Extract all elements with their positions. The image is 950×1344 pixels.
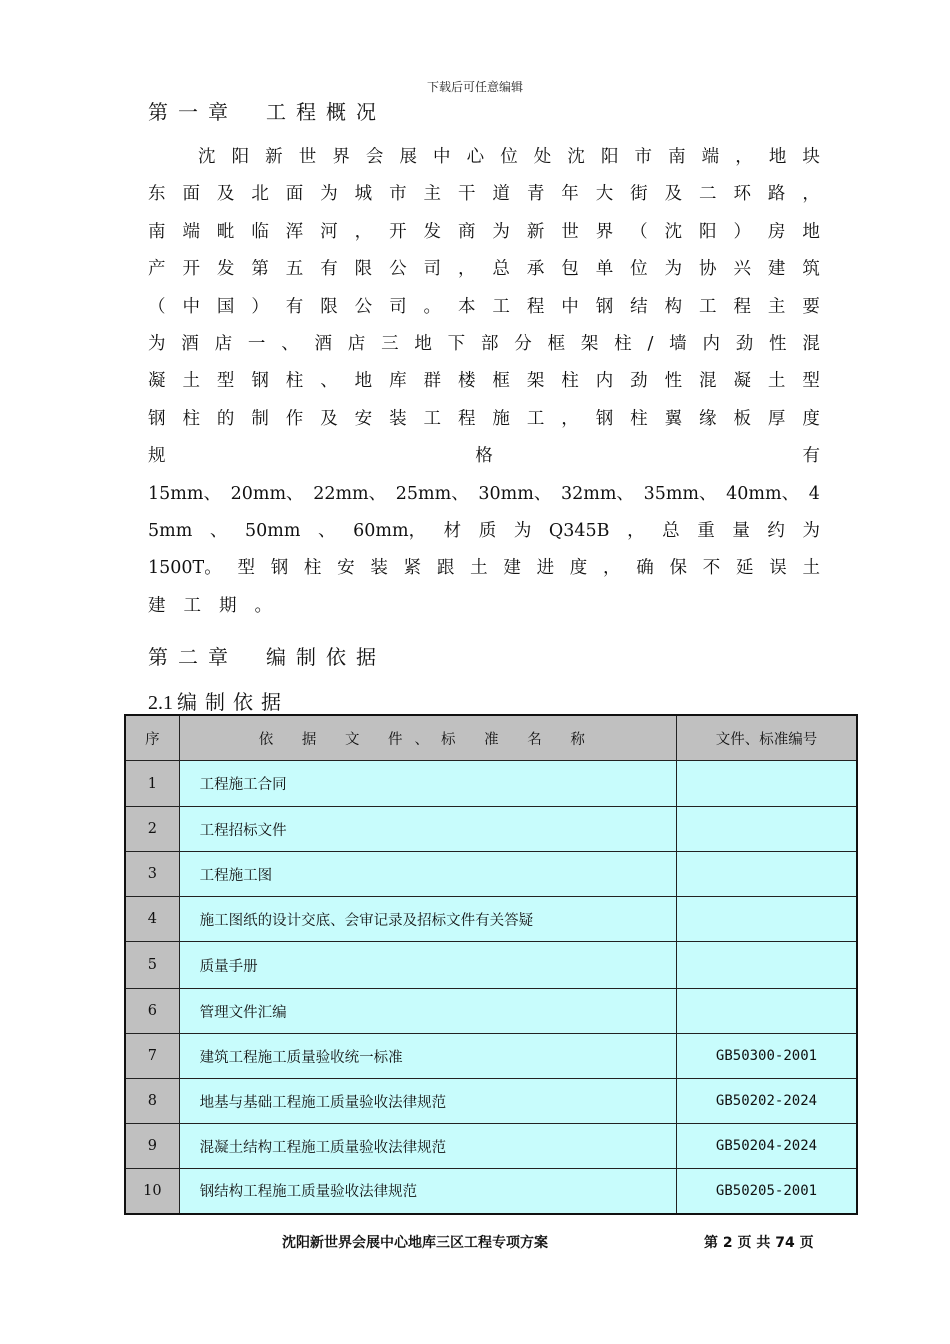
paragraph-token: 阳	[699, 221, 717, 242]
paragraph-token: 房	[767, 221, 786, 242]
paragraph-token: 公	[389, 259, 407, 280]
paragraph-line	[148, 513, 820, 550]
paragraph-token: 包	[561, 259, 579, 280]
table-row	[125, 1124, 857, 1169]
paragraph-token: 20mm、	[230, 483, 304, 504]
row-code	[676, 852, 857, 897]
paragraph-token: 凝	[733, 371, 751, 392]
row-code: GB50205-2001	[676, 1169, 857, 1214]
paragraph-line	[148, 588, 820, 625]
paragraph-token: 大	[595, 184, 614, 205]
paragraph-token: 、	[318, 520, 336, 541]
paragraph-token: 型	[216, 371, 235, 392]
paragraph-line	[148, 251, 820, 288]
paragraph-token: 质	[478, 520, 497, 541]
paragraph-token: 格	[475, 446, 493, 467]
paragraph-token: 土	[767, 371, 786, 392]
paragraph-token: 地	[414, 333, 432, 354]
intro-paragraph	[148, 139, 820, 625]
paragraph-token: 南	[148, 221, 166, 242]
paragraph-token: 柱	[285, 371, 304, 392]
paragraph-token: 新	[526, 221, 545, 242]
paragraph-token: 酒	[314, 333, 332, 354]
paragraph-token: 柱	[561, 371, 579, 392]
paragraph-token: 柱	[303, 558, 322, 579]
paragraph-token: 板	[733, 408, 751, 429]
paragraph-token: 二	[699, 184, 717, 205]
paragraph-token: 50mm	[244, 520, 301, 541]
paragraph-token: 会	[365, 147, 384, 167]
paragraph-line	[148, 214, 820, 251]
paragraph-token: 店	[347, 333, 366, 354]
paragraph-token: 酒	[181, 333, 199, 354]
paragraph-token: 1500T。	[148, 558, 222, 579]
header-note: 下载后可任意编辑	[426, 80, 523, 94]
paragraph-token: 面	[285, 184, 304, 205]
paragraph-token: 位	[630, 259, 648, 280]
paragraph-token: 翼	[664, 408, 683, 429]
paragraph-token: 路	[767, 184, 786, 205]
paragraph-token: 进	[536, 558, 555, 579]
paragraph-token: 库	[389, 371, 407, 392]
paragraph-token: 作	[285, 408, 304, 429]
paragraph-token: 装	[389, 408, 407, 429]
paragraph-token: 东	[148, 184, 166, 205]
table-row	[125, 1034, 857, 1079]
row-name: 质量手册	[179, 942, 676, 989]
paragraph-token: 32mm、	[560, 483, 634, 504]
paragraph-token: 街	[630, 184, 648, 205]
row-code	[676, 942, 857, 989]
paragraph-token: 工	[423, 408, 441, 429]
row-name: 工程招标文件	[179, 807, 676, 852]
chapter-1-heading	[148, 96, 386, 125]
paragraph-token: 15mm、	[148, 483, 221, 504]
paragraph-token: 。	[423, 296, 441, 317]
paragraph-token: 限	[354, 259, 373, 280]
table-row	[125, 807, 857, 852]
paragraph-token: 缘	[699, 408, 717, 429]
paragraph-token: 构	[664, 296, 683, 317]
paragraph-token: 阳	[600, 147, 619, 167]
paragraph-token: 4	[808, 483, 820, 504]
paragraph-token: 柱	[614, 333, 632, 354]
table-row	[125, 942, 857, 989]
row-seq: 10	[125, 1169, 179, 1214]
paragraph-token: 市	[389, 184, 407, 205]
paragraph-token: 、	[320, 371, 338, 392]
paragraph-token: 界	[595, 221, 614, 242]
paragraph-token: 制	[251, 408, 269, 429]
table-row	[125, 852, 857, 897]
paragraph-token: 一	[247, 333, 266, 354]
paragraph-token: 工	[699, 296, 717, 317]
paragraph-token: 施	[492, 408, 510, 429]
row-name: 钢结构工程施工质量验收法律规范	[179, 1169, 676, 1214]
table-row	[125, 761, 857, 807]
paragraph-token: 年	[561, 184, 579, 205]
section-number: 2.1	[148, 692, 173, 714]
paragraph-token: 青	[526, 184, 545, 205]
paragraph-token: 沈	[567, 147, 585, 167]
header-code: 文件、标准编号	[676, 715, 857, 761]
paragraph-token: 中	[433, 147, 451, 167]
paragraph-token: 分	[514, 333, 532, 354]
paragraph-token: 城	[354, 184, 373, 205]
paragraph-token: 紧	[403, 558, 422, 579]
paragraph-token: 性	[664, 371, 683, 392]
row-name: 建筑工程施工质量验收统一标准	[179, 1034, 676, 1079]
paragraph-token: 混	[699, 371, 717, 392]
row-seq: 7	[125, 1034, 179, 1079]
paragraph-token: 环	[733, 184, 751, 205]
chapter-1-title: 工程概况	[266, 100, 386, 124]
paragraph-token: 心	[466, 147, 485, 167]
row-seq: 8	[125, 1079, 179, 1124]
paragraph-token: 劲	[630, 371, 648, 392]
paragraph-token: 建	[767, 259, 786, 280]
row-name: 管理文件汇编	[179, 989, 676, 1034]
paragraph-token: 店	[214, 333, 233, 354]
paragraph-token: 新	[265, 147, 283, 167]
paragraph-token: 为	[664, 259, 683, 280]
paragraph-token: 世	[298, 147, 317, 167]
paragraph-token: 40mm、	[726, 483, 800, 504]
paragraph-token: 5mm	[148, 520, 193, 541]
paragraph-token: 土	[470, 558, 488, 579]
row-code	[676, 989, 857, 1034]
paragraph-token: 中	[182, 296, 200, 317]
paragraph-token: 建	[503, 558, 521, 579]
paragraph-token: 钢	[595, 408, 614, 429]
paragraph-token: 浑	[285, 221, 304, 242]
paragraph-line	[148, 326, 820, 363]
paragraph-token: 内	[595, 371, 614, 392]
paragraph-token: 柱	[182, 408, 200, 429]
section-title: 编制依据	[177, 690, 289, 714]
paragraph-token: 跟	[436, 558, 455, 579]
paragraph-token: 处	[533, 147, 552, 167]
paragraph-token: 部	[480, 333, 499, 354]
paragraph-token: 北	[251, 184, 269, 205]
header-seq: 序	[125, 715, 179, 761]
paragraph-token: ，	[354, 221, 373, 242]
page-footer	[0, 1228, 950, 1252]
paragraph-token: 钢	[270, 558, 289, 579]
paragraph-token: 期	[219, 595, 237, 616]
paragraph-token: 规	[148, 446, 166, 467]
paragraph-token: 协	[699, 259, 717, 280]
paragraph-token: 土	[802, 558, 820, 579]
paragraph-token: 司	[389, 296, 407, 317]
paragraph-token: 下	[447, 333, 466, 354]
paragraph-token: 及	[216, 184, 235, 205]
paragraph-line	[148, 363, 820, 400]
basis-table	[124, 714, 858, 1215]
paragraph-token: 道	[492, 184, 510, 205]
table-header-row	[125, 715, 857, 761]
paragraph-token: 钢	[148, 408, 166, 429]
row-seq: 5	[125, 942, 179, 989]
paragraph-token: 确	[636, 558, 654, 579]
paragraph-token: 装	[370, 558, 388, 579]
paragraph-token: 有	[285, 296, 304, 317]
paragraph-token: 墙	[669, 333, 687, 354]
paragraph-token: 商	[457, 221, 476, 242]
paragraph-token: 厚	[767, 408, 786, 429]
table-row	[125, 989, 857, 1034]
paragraph-token: 总	[662, 520, 680, 541]
paragraph-token: 产	[148, 259, 166, 280]
paragraph-token: 性	[769, 333, 787, 354]
section-2-1-heading	[148, 686, 289, 715]
paragraph-token: 第	[251, 259, 269, 280]
paragraph-token: 柱	[630, 408, 648, 429]
paragraph-token: 工	[492, 296, 510, 317]
row-code: GB50202-2024	[676, 1079, 857, 1124]
paragraph-token: ，	[603, 558, 621, 579]
paragraph-token: 60mm，	[353, 520, 427, 541]
paragraph-token: 兴	[733, 259, 751, 280]
paragraph-token: 块	[802, 147, 820, 167]
paragraph-line	[148, 139, 820, 176]
paragraph-token: 建	[148, 595, 166, 616]
row-name: 工程施工合同	[179, 761, 676, 807]
paragraph-token: 要	[802, 296, 820, 317]
row-name: 工程施工图	[179, 852, 676, 897]
paragraph-token: 钢	[595, 296, 614, 317]
row-seq: 6	[125, 989, 179, 1034]
paragraph-token: 量	[732, 520, 750, 541]
paragraph-token: 司	[423, 259, 441, 280]
paragraph-token: 22mm、	[313, 483, 387, 504]
paragraph-token: 保	[669, 558, 687, 579]
paragraph-token: 安	[354, 408, 373, 429]
paragraph-token: 约	[767, 520, 785, 541]
footer-page-info: 第 2 页 共 74 页	[704, 1235, 814, 1251]
paragraph-token: 程	[457, 408, 476, 429]
table-row	[125, 1079, 857, 1124]
paragraph-token: 程	[733, 296, 751, 317]
row-seq: 1	[125, 761, 179, 807]
paragraph-token: 临	[251, 221, 269, 242]
paragraph-token: 架	[580, 333, 599, 354]
paragraph-token: 五	[285, 259, 304, 280]
paragraph-token: （	[630, 221, 648, 242]
row-seq: 2	[125, 807, 179, 852]
paragraph-token: 公	[354, 296, 373, 317]
paragraph-token: 混	[802, 333, 820, 354]
paragraph-token: 单	[595, 259, 614, 280]
paragraph-token: 、	[281, 333, 299, 354]
paragraph-token: 为	[320, 184, 338, 205]
paragraph-token: 市	[634, 147, 653, 167]
row-code: GB50300-2001	[676, 1034, 857, 1079]
paragraph-token: 发	[423, 221, 441, 242]
paragraph-token: 地	[802, 221, 820, 242]
paragraph-token: 35mm、	[643, 483, 717, 504]
paragraph-token: 南	[668, 147, 686, 167]
row-code: GB50204-2024	[676, 1124, 857, 1169]
chapter-1-number: 第一章	[148, 100, 238, 124]
paragraph-token: 楼	[457, 371, 476, 392]
paragraph-line	[148, 438, 820, 475]
paragraph-token: 端	[182, 221, 200, 242]
paragraph-token: 本	[457, 296, 476, 317]
paragraph-token: 位	[500, 147, 518, 167]
paragraph-token: ，	[457, 259, 476, 280]
paragraph-token: 河	[320, 221, 338, 242]
paragraph-token: 三	[381, 333, 399, 354]
table-row	[125, 897, 857, 942]
paragraph-token: ，	[627, 520, 645, 541]
paragraph-token: 承	[526, 259, 545, 280]
paragraph-token: 型	[802, 371, 820, 392]
paragraph-token: ，	[735, 147, 753, 167]
paragraph-token: 度	[802, 408, 820, 429]
paragraph-token: 延	[735, 558, 754, 579]
paragraph-token: 。	[254, 595, 272, 616]
chapter-2-number: 第二章	[148, 645, 238, 669]
paragraph-token: 地	[354, 371, 373, 392]
paragraph-token: 工	[526, 408, 545, 429]
chapter-2-title: 编制依据	[266, 645, 386, 669]
paragraph-token: 为	[802, 520, 820, 541]
paragraph-token: 界	[332, 147, 350, 167]
paragraph-token: 总	[492, 259, 510, 280]
paragraph-token: 及	[664, 184, 683, 205]
paragraph-token: /	[647, 333, 654, 354]
paragraph-token: 钢	[251, 371, 269, 392]
paragraph-token: 框	[492, 371, 510, 392]
paragraph-token: 重	[697, 520, 715, 541]
paragraph-token: 架	[526, 371, 545, 392]
paragraph-token: 不	[702, 558, 721, 579]
row-name: 施工图纸的设计交底、会审记录及招标文件有关答疑	[179, 897, 676, 942]
paragraph-token: 程	[526, 296, 545, 317]
paragraph-token: 开	[182, 259, 200, 280]
paragraph-token: 、	[209, 520, 228, 541]
paragraph-token: 中	[561, 296, 579, 317]
paragraph-token: 型	[237, 558, 255, 579]
paragraph-token: 开	[389, 221, 407, 242]
paragraph-token: 面	[182, 184, 200, 205]
paragraph-token: 工	[183, 595, 201, 616]
row-name: 地基与基础工程施工质量验收法律规范	[179, 1079, 676, 1124]
paragraph-token: 为	[513, 520, 532, 541]
paragraph-token: 安	[337, 558, 355, 579]
paragraph-line	[148, 289, 820, 326]
table-row	[125, 1169, 857, 1214]
paragraph-token: 劲	[735, 333, 754, 354]
header-name: 依 据 文 件、标 准 名 称	[179, 715, 676, 761]
paragraph-token: 凝	[148, 371, 166, 392]
paragraph-token: 误	[769, 558, 787, 579]
paragraph-token: 阳	[231, 147, 250, 167]
paragraph-token: 有	[320, 259, 338, 280]
paragraph-token: 地	[768, 147, 787, 167]
chapter-2-heading	[148, 641, 386, 670]
paragraph-token: 限	[320, 296, 338, 317]
paragraph-token: 内	[702, 333, 720, 354]
paragraph-token: 世	[561, 221, 579, 242]
row-code	[676, 897, 857, 942]
paragraph-token: 为	[148, 333, 166, 354]
paragraph-token: 30mm、	[478, 483, 552, 504]
paragraph-token: 及	[320, 408, 338, 429]
paragraph-token: 25mm、	[395, 483, 469, 504]
paragraph-token: 筑	[802, 259, 820, 280]
paragraph-token: 沈	[198, 147, 216, 167]
row-code	[676, 761, 857, 807]
paragraph-token: 群	[423, 371, 441, 392]
paragraph-token: 国	[216, 296, 235, 317]
paragraph-token: 端	[701, 147, 720, 167]
row-seq: 4	[125, 897, 179, 942]
paragraph-token: 干	[457, 184, 476, 205]
paragraph-token: ）	[733, 221, 751, 242]
paragraph-token: 主	[423, 184, 441, 205]
paragraph-token: 的	[216, 408, 235, 429]
footer-title: 沈阳新世界会展中心地库三区工程专项方案	[282, 1235, 548, 1251]
paragraph-token: 结	[630, 296, 648, 317]
paragraph-token: 框	[547, 333, 566, 354]
paragraph-token: 有	[802, 446, 820, 467]
paragraph-line	[148, 176, 820, 213]
paragraph-line	[148, 550, 820, 587]
paragraph-token: ，	[561, 408, 579, 429]
row-code	[676, 807, 857, 852]
paragraph-token: 毗	[216, 221, 235, 242]
paragraph-token: 度	[569, 558, 588, 579]
paragraph-token: ，	[802, 184, 820, 205]
paragraph-token: 主	[767, 296, 786, 317]
paragraph-token: ）	[251, 296, 269, 317]
row-seq: 3	[125, 852, 179, 897]
paragraph-token: Q345B	[548, 520, 610, 541]
paragraph-token: 土	[182, 371, 200, 392]
paragraph-token: （	[148, 296, 166, 317]
paragraph-line	[148, 476, 820, 513]
paragraph-line	[148, 401, 820, 438]
paragraph-token: 展	[399, 147, 417, 167]
paragraph-token: 发	[216, 259, 235, 280]
paragraph-token: 沈	[664, 221, 683, 242]
paragraph-token: 为	[492, 221, 510, 242]
row-name: 混凝土结构工程施工质量验收法律规范	[179, 1124, 676, 1169]
row-seq: 9	[125, 1124, 179, 1169]
paragraph-token: 材	[443, 520, 462, 541]
